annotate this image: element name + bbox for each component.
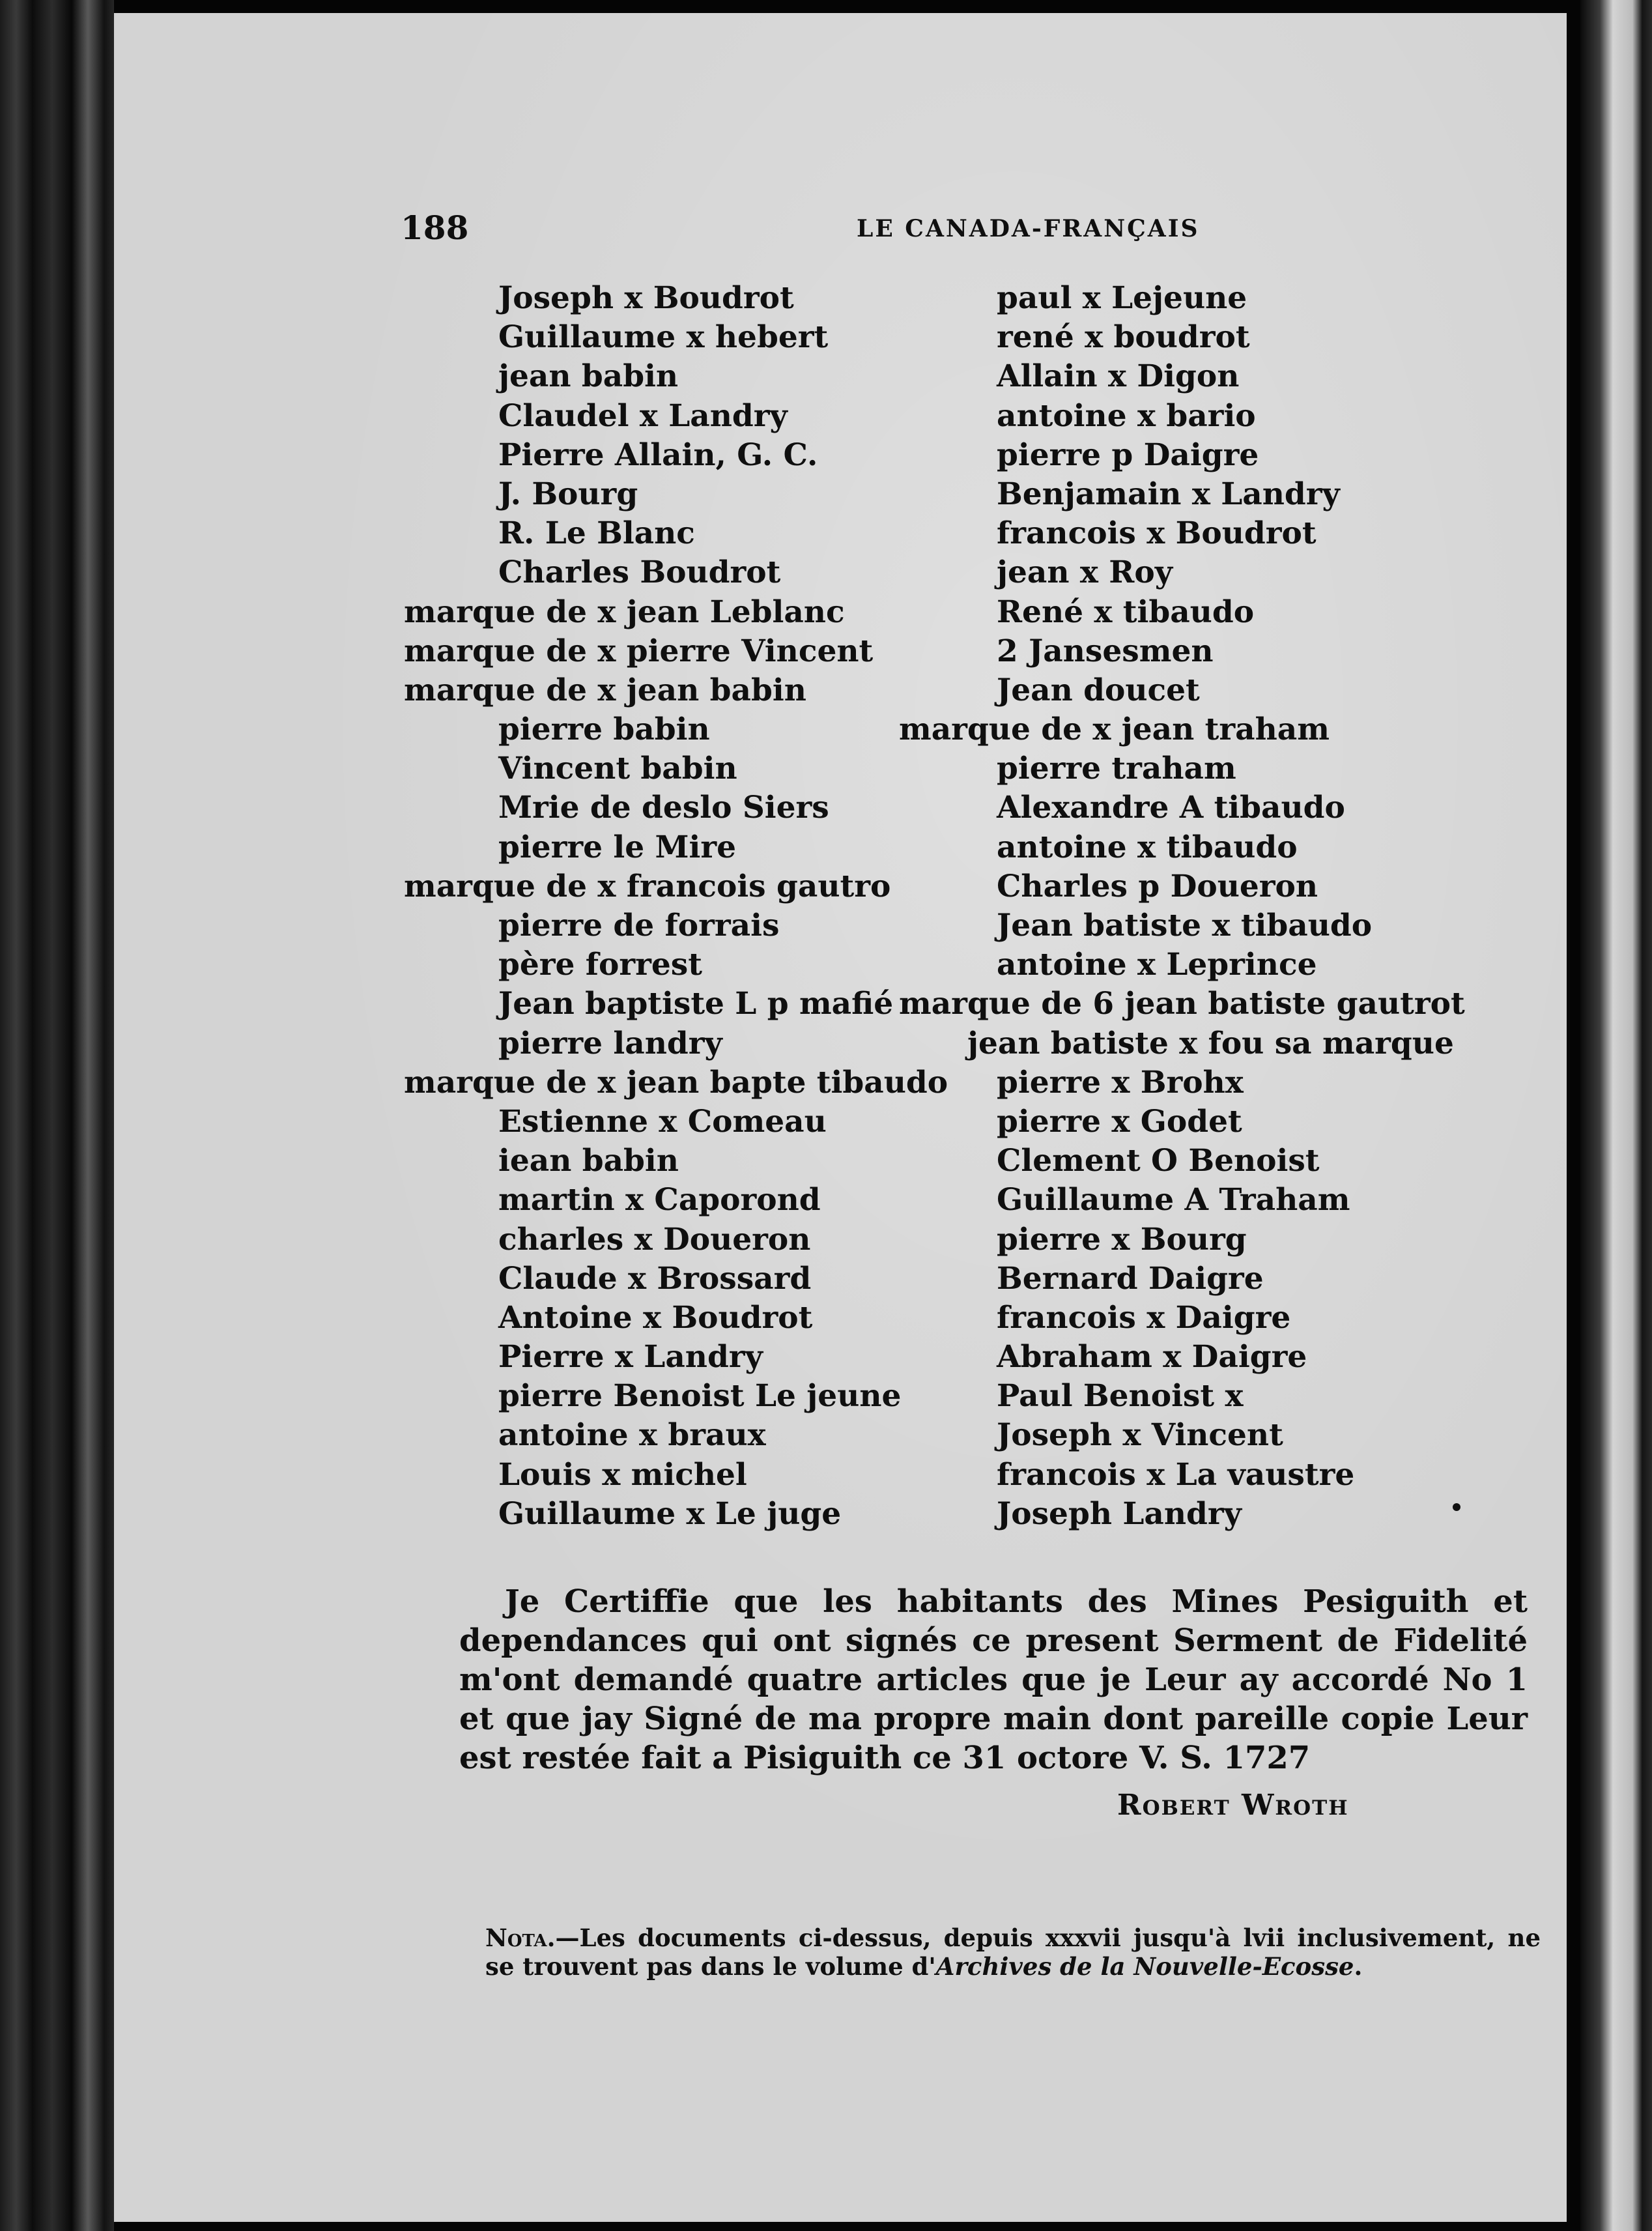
signature-line: Guillaume A Traham — [997, 1182, 1350, 1218]
page-number: 188 — [401, 209, 469, 247]
signature-line: René x tibaudo — [997, 594, 1255, 630]
signature-line: pierre x Godet — [997, 1103, 1242, 1140]
signature-line: francois x La vaustre — [997, 1456, 1355, 1493]
signature-line: Louis x michel — [498, 1456, 747, 1493]
signature-line: Pierre Allain, G. C. — [498, 437, 818, 473]
ink-dot — [1453, 1503, 1460, 1511]
signature-line: Abraham x Daigre — [997, 1339, 1307, 1375]
scan-left-edge — [0, 0, 114, 2231]
signature-line: 2 Jansesmen — [997, 633, 1214, 669]
signature-line: marque de x pierre Vincent — [404, 633, 874, 669]
signature-line: Paul Benoist x — [997, 1378, 1244, 1415]
signature-line: pierre babin — [498, 712, 710, 748]
signature-line: pierre de forrais — [498, 908, 780, 943]
signature-line: J. Bourg — [498, 476, 638, 512]
document-page — [114, 13, 1567, 2222]
signature-line: Estienne x Comeau — [498, 1103, 827, 1140]
signature-column-right — [899, 279, 1550, 1534]
signature-line: marque de x jean Leblanc — [404, 594, 845, 630]
signature-line: Pierre x Landry — [498, 1339, 763, 1375]
signature-line: Jean batiste x tibaudo — [997, 908, 1373, 943]
nota-end: . — [1354, 1952, 1363, 1981]
signature-line: francois x Boudrot — [997, 515, 1317, 552]
signature-line: père forrest — [498, 947, 702, 983]
signature-line: marque de x jean babin — [404, 672, 806, 708]
signature-line: Benjamain x Landry — [997, 476, 1340, 512]
scan-right-edge — [1580, 0, 1652, 2231]
signature-line: pierre landry — [498, 1025, 722, 1061]
signature-line: marque de x francois gautro — [404, 868, 891, 904]
nota-text: —Les documents ci-dessus, depuis xxxvii jusqu'à lvii inclusivement, ne se trouvent pas dans le volume d' — [485, 1923, 1541, 1981]
signature-line: pierre Benoist Le jeune — [498, 1378, 902, 1415]
signature-line: pierre le Mire — [498, 829, 737, 865]
signature-line: paul x Lejeune — [997, 280, 1247, 316]
nota-footnote — [485, 1923, 1541, 1981]
signature-line: marque de 6 jean batiste gautrot — [899, 986, 1465, 1022]
signature-line: pierre p Daigre — [997, 437, 1259, 473]
signature-line: pierre x Bourg — [997, 1221, 1247, 1258]
signature-line: francois x Daigre — [997, 1299, 1291, 1336]
signature-line: antoine x tibaudo — [997, 829, 1298, 865]
signature-line: marque de x jean traham — [899, 712, 1330, 748]
signer-name: Robert Wroth — [1117, 1789, 1349, 1822]
signature-line: Mrie de deslo Siers — [498, 790, 829, 826]
signature-line: marque de x jean bapte tibaudo — [404, 1064, 948, 1101]
signature-line: iean babin — [498, 1143, 679, 1179]
signature-line: antoine x bario — [997, 397, 1256, 434]
signature-line: Vincent babin — [498, 751, 737, 787]
signature-line: Charles Boudrot — [498, 554, 781, 591]
signature-line: Guillaume x hebert — [498, 319, 829, 356]
signature-line: jean x Roy — [997, 554, 1173, 591]
signature-line: Joseph x Boudrot — [498, 280, 794, 316]
running-title: LE CANADA-FRANÇAIS — [857, 215, 1200, 242]
signature-line: rené x boudrot — [997, 319, 1250, 356]
certification-paragraph: Je Certiffie que les habitants des Mines Pesiguith et dependances qui ont signés ce present Serment de Fidelité m'ont demandé quatre articles que je Leur ay accordé No 1 et que jay Signé de ma propre main dont pareille copie Leur est restée fait a Pisiguith ce 31 octore V. S. 1727 — [459, 1583, 1528, 1776]
signature-line: jean babin — [498, 358, 679, 395]
signature-line: Jean doucet — [997, 672, 1200, 708]
signature-line: martin x Caporond — [498, 1182, 821, 1218]
page-header — [401, 209, 1482, 261]
signature-line: Charles p Doueron — [997, 868, 1318, 904]
signature-line: Claude x Brossard — [498, 1260, 812, 1297]
signature-line: pierre traham — [997, 751, 1236, 787]
signature-line: Joseph Landry — [997, 1495, 1242, 1532]
signature-line: Joseph x Vincent — [997, 1417, 1283, 1454]
signature-line: Claudel x Landry — [498, 397, 788, 434]
signature-line: Allain x Digon — [997, 358, 1240, 395]
signature-line: Bernard Daigre — [997, 1260, 1264, 1297]
signature-line: R. Le Blanc — [498, 515, 695, 552]
signature-line: Clement O Benoist — [997, 1143, 1320, 1179]
signature-line: Jean baptiste L p mafié — [498, 986, 894, 1022]
signature-line: Guillaume x Le juge — [498, 1495, 842, 1532]
signature-line: antoine x Leprince — [997, 947, 1317, 983]
signature-line: charles x Doueron — [498, 1221, 811, 1258]
signature-line: Antoine x Boudrot — [498, 1299, 813, 1336]
nota-book-title: Archives de la Nouvelle-Ecosse — [935, 1952, 1354, 1981]
signature-line: Alexandre A tibaudo — [997, 790, 1345, 826]
signature-line: antoine x braux — [498, 1417, 766, 1454]
signature-line: pierre x Brohx — [997, 1064, 1244, 1101]
signature-line: jean batiste x fou sa marque — [967, 1025, 1454, 1061]
nota-label: Nota. — [485, 1923, 556, 1952]
